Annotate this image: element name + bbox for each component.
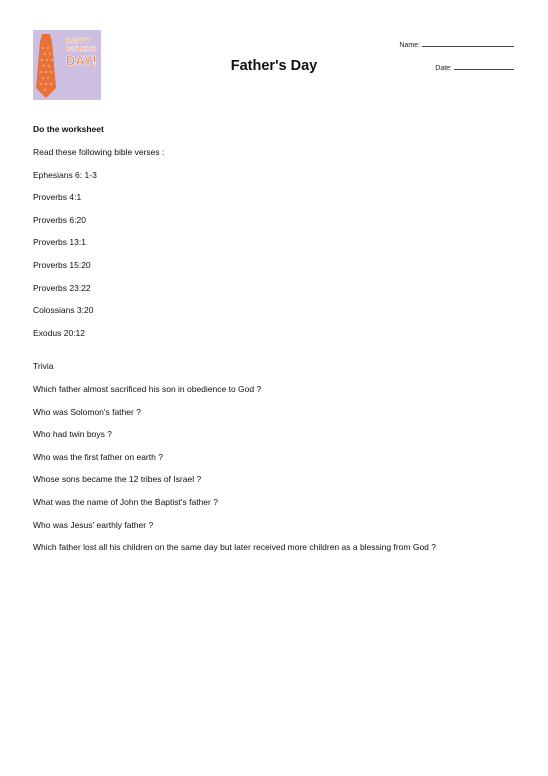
worksheet-heading: Do the worksheet (33, 124, 104, 134)
name-blank-line[interactable] (422, 39, 514, 47)
verse-item: Proverbs 6:20 (33, 214, 86, 225)
verse-item: Proverbs 13:1 (33, 237, 86, 248)
trivia-question: Who had twin boys ? (33, 429, 112, 440)
svg-text:DAY!: DAY! (66, 53, 97, 68)
date-field[interactable] (435, 62, 514, 72)
trivia-question: Which father almost sacrificed his son in obedience to God ? (33, 383, 262, 394)
verse-item: Proverbs 4:1 (33, 192, 82, 203)
worksheet-body (33, 124, 528, 565)
name-field[interactable] (399, 39, 514, 49)
verse-item: Proverbs 15:20 (33, 259, 91, 270)
verses-intro: Read these following bible verses : (33, 147, 165, 157)
trivia-label: Trivia (33, 361, 54, 372)
name-label: Name: (399, 42, 420, 49)
trivia-question: What was the name of John the Baptist's father ? (33, 496, 218, 507)
trivia-question: Who was Jesus' earthly father ? (33, 519, 154, 530)
trivia-question: Who was Solomon's father ? (33, 406, 141, 417)
date-label: Date: (435, 65, 452, 72)
verse-item: Ephesians 6: 1-3 (33, 169, 97, 180)
date-blank-line[interactable] (454, 62, 514, 70)
verse-item: Proverbs 23:22 (33, 282, 91, 293)
trivia-question: Whose sons became the 12 tribes of Israel ? (33, 474, 202, 485)
trivia-question: Which father lost all his children on the same day but later received more children as a blessing from God ? (33, 542, 437, 553)
verse-item: Colossians 3:20 (33, 305, 94, 316)
verse-item: Exodus 20:12 (33, 327, 85, 338)
page-title: Father's Day (230, 58, 318, 74)
svg-text:FATHER'S: FATHER'S (66, 46, 97, 53)
trivia-question: Who was the first father on earth ? (33, 451, 163, 462)
section-spacer (33, 350, 528, 361)
svg-text:HAPPY: HAPPY (66, 38, 91, 45)
